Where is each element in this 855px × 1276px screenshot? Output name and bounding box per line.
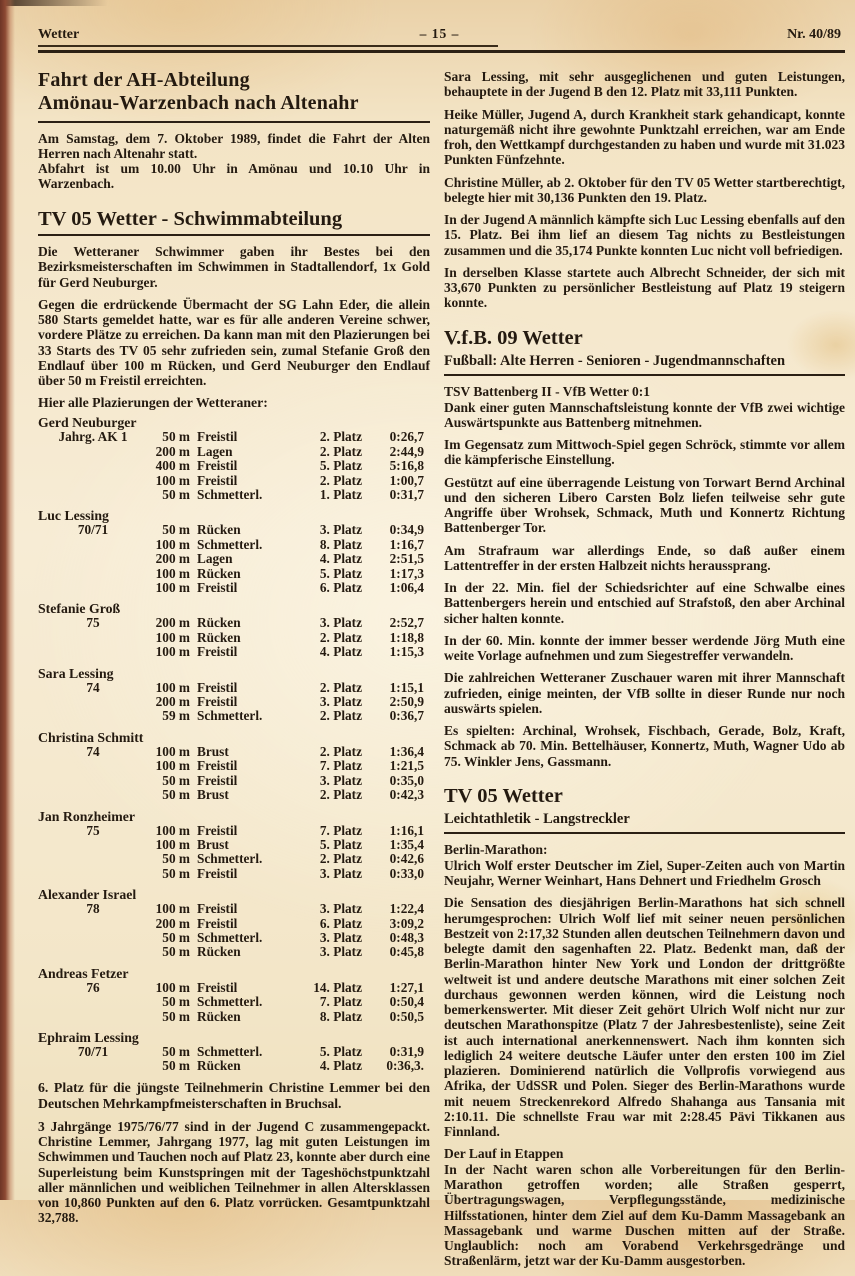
swimmer-name: Stefanie Groß <box>38 601 121 617</box>
time-cell: 1:15,1 <box>389 679 424 695</box>
time-cell: 0:36,7 <box>389 708 424 724</box>
distance-cell: 200 m <box>155 915 190 931</box>
distance-cell: 100 m <box>155 901 190 917</box>
class-cell <box>38 838 148 852</box>
distance-cell: 100 m <box>155 580 190 596</box>
stroke-cell: Freistil <box>197 580 238 596</box>
class-cell <box>38 867 148 881</box>
time-cell: 0:26,7 <box>389 429 424 445</box>
time-cell: 1:17,3 <box>389 565 424 581</box>
vfb-paragraph: Es spielten: Archinal, Wrohsek, Fischbach, Gerade, Bolz, Kraft, Schmack ab 70. Min. Bettelhäuser, Konnertz, Muth, Wagner Udo ab 75. Winkler Jens, Gassmann. <box>444 723 845 769</box>
class-cell <box>38 581 148 595</box>
swim-result-row <box>38 788 424 802</box>
distance-cell: 100 m <box>155 629 190 645</box>
class-cell <box>38 631 148 645</box>
swim-article-body <box>38 244 430 388</box>
swimmer-block <box>38 809 424 882</box>
distance-cell: 200 m <box>155 551 190 567</box>
class-cell: 70/71 <box>77 1043 109 1059</box>
time-cell: 1:06,4 <box>389 580 424 596</box>
distance-cell: 100 m <box>155 565 190 581</box>
distance-cell: 200 m <box>155 443 190 459</box>
swim-result-row <box>38 567 424 581</box>
time-cell: 0:31,7 <box>389 487 424 503</box>
swimmer-block <box>38 508 424 595</box>
multi-event-paragraph: In der Jugend A männlich kämpfte sich Luc Lessing ebenfalls auf den 15. Platz. Bei ihm lief an diesem Tag nichts zu Bestleistungen zusammen und die 35,174 Punkte konnten Luc nicht voll befriedigen. <box>444 212 845 258</box>
class-cell: 75 <box>86 822 100 838</box>
class-cell <box>38 709 148 723</box>
distance-cell: 100 m <box>155 679 190 695</box>
swimmer-block <box>38 601 424 659</box>
class-cell: 70/71 <box>77 522 109 538</box>
place-cell: 2. Platz <box>319 851 362 867</box>
distance-cell: 100 m <box>155 743 190 759</box>
swim-result-row <box>38 902 424 916</box>
swim-paragraph: Gegen die erdrückende Übermacht der SG Lahn Eder, die allein 580 Starts gemeldet hatte, war es für alle anderen Vereine schwer, vordere Plätze zu erreichen. Da kann man mit den Plazierungen bei 33 Starts des TV 05 sehr zufrieden sein, zumal Stefanie Groß den Endlauf über 100 m Rücken, und Gerd Neuburger den Endlauf über 50 m Freistil erreichten. <box>38 296 430 389</box>
time-cell: 3:09,2 <box>389 915 424 931</box>
vfb-subtitle-rule <box>444 374 845 376</box>
swim-result-row <box>38 759 424 773</box>
time-cell: 0:36,3. <box>386 1058 424 1074</box>
left-column <box>38 69 430 1276</box>
place-cell: 2. Platz <box>319 679 362 695</box>
distance-cell: 50 m <box>162 429 190 445</box>
trip-article <box>38 69 430 192</box>
place-cell: 2. Platz <box>319 787 362 803</box>
place-cell: 2. Platz <box>319 443 362 459</box>
time-cell: 0:42,6 <box>389 851 424 867</box>
header-issue-number: Nr. 40/89 <box>787 27 841 42</box>
stroke-cell: Schmetterl. <box>197 1043 263 1059</box>
athletics-subtitle-rule <box>444 832 845 834</box>
class-cell <box>38 474 148 488</box>
time-cell: 0:48,3 <box>389 929 424 945</box>
time-cell: 1:18,8 <box>389 629 424 645</box>
stroke-cell: Freistil <box>197 865 238 881</box>
class-cell: 74 <box>86 743 100 759</box>
stroke-cell: Schmetterl. <box>197 487 263 503</box>
stroke-cell: Freistil <box>197 758 238 774</box>
stroke-cell: Rücken <box>197 1058 241 1074</box>
stage-run-text: In der Nacht waren schon alle Vorbereitungen für den Berlin-Marathon getroffen worden; alle Straßen gesperrt, Übertragungswagen, Verpflegungsstände, medizinische Hilfsstationen, hinter dem Ziel auf dem Ku-Damm Massagebank an Massagebank und warme Duschen mitten auf der Straße. Unglaublich: noch am Vorabend Verkehrsgedränge und Straßenlärm, jetzt war der Ku-Damm ausgestorben. <box>444 1161 845 1269</box>
stroke-cell: Freistil <box>197 644 238 660</box>
time-cell: 1:35,4 <box>389 836 424 852</box>
vfb-article-title: V.f.B. 09 Wetter <box>444 326 583 349</box>
place-cell: 4. Platz <box>319 551 362 567</box>
stroke-cell: Rücken <box>197 522 241 538</box>
time-cell: 0:45,8 <box>389 944 424 960</box>
distance-cell: 50 m <box>162 1058 190 1074</box>
swim-result-row <box>38 709 424 723</box>
class-cell <box>38 445 148 459</box>
stroke-cell: Schmetterl. <box>197 536 263 552</box>
vfb-article-subtitle: Fußball: Alte Herren - Senioren - Jugendmannschaften <box>444 353 786 370</box>
stroke-cell: Brust <box>197 743 229 759</box>
swim-title-rule <box>38 234 430 236</box>
place-cell: 2. Platz <box>319 743 362 759</box>
swim-highlight-note: 6. Platz für die jüngste Teilnehmerin Christine Lemmer bei den Deutschen Mehrkampfmeisterschaften in Bruchsal. <box>38 1079 430 1111</box>
swim-closing-paragraph: 3 Jahrgänge 1975/76/77 sind in der Jugend C zusammengepackt. Christine Lemmer, Jahrgang 1977, lag mit guten Leistungen im Schwimmen und Tauchen noch auf Platz 23, konnte aber durch eine Superleistung beim Kunstspringen mit der Tageshöchstpunktzahl aller männlichen und weiblichen Teilnehmer in allen Altersklassen von 10,860 Punkten auf den 6. Platz vorrücken. Gesamtpunktzahl 32,788. <box>38 1118 430 1226</box>
time-cell: 0:34,9 <box>389 522 424 538</box>
stroke-cell: Freistil <box>197 979 238 995</box>
place-cell: 5. Platz <box>319 458 362 474</box>
place-cell: 7. Platz <box>319 758 362 774</box>
place-cell: 6. Platz <box>319 580 362 596</box>
distance-cell: 100 m <box>155 644 190 660</box>
distance-cell: 50 m <box>162 944 190 960</box>
distance-cell: 200 m <box>155 694 190 710</box>
place-cell: 3. Platz <box>319 901 362 917</box>
time-cell: 2:52,7 <box>389 615 424 631</box>
vfb-paragraph: In der 22. Min. fiel der Schiedsrichter auf eine Schwalbe eines Battenbergers herein und entschied auf Strafstoß, den aber Archinal sicher halten konnte. <box>444 580 845 626</box>
stroke-cell: Brust <box>197 836 229 852</box>
swim-result-row <box>38 474 424 488</box>
stroke-cell: Rücken <box>197 944 241 960</box>
vfb-article-body <box>444 400 845 769</box>
distance-cell: 50 m <box>162 522 190 538</box>
swim-result-row <box>38 523 424 537</box>
place-cell: 5. Platz <box>319 836 362 852</box>
distance-cell: 50 m <box>162 1043 190 1059</box>
swim-result-row <box>38 445 424 459</box>
stroke-cell: Freistil <box>197 679 238 695</box>
swim-result-row <box>38 430 424 444</box>
time-cell: 1:22,4 <box>389 901 424 917</box>
swim-result-row <box>38 931 424 945</box>
time-cell: 0:33,0 <box>389 865 424 881</box>
class-cell <box>38 774 148 788</box>
class-cell <box>38 1059 148 1073</box>
class-cell <box>38 931 148 945</box>
swimmer-block <box>38 966 424 1024</box>
time-cell: 0:50,5 <box>389 1008 424 1024</box>
distance-cell: 59 m <box>162 708 190 724</box>
swimmer-block <box>38 1030 424 1074</box>
time-cell: 1:16,1 <box>389 822 424 838</box>
swimmer-name: Sara Lessing <box>38 665 114 681</box>
time-cell: 1:21,5 <box>389 758 424 774</box>
distance-cell: 50 m <box>162 1008 190 1024</box>
swim-article <box>38 208 430 1226</box>
place-cell: 4. Platz <box>319 1058 362 1074</box>
class-cell: Jahrg. AK 1 <box>58 429 128 445</box>
distance-cell: 50 m <box>162 487 190 503</box>
distance-cell: 50 m <box>162 994 190 1010</box>
swim-result-row <box>38 745 424 759</box>
athletics-lead-line: Berlin-Marathon: <box>444 842 548 858</box>
stage-run-title: Der Lauf in Etappen <box>444 1146 564 1162</box>
multi-event-results <box>444 69 845 311</box>
swim-result-row <box>38 981 424 995</box>
time-cell: 1:15,3 <box>389 644 424 660</box>
header-rule-thin <box>38 45 498 47</box>
swimmer-block <box>38 666 424 724</box>
swim-result-row <box>38 552 424 566</box>
class-cell <box>38 759 148 773</box>
swim-result-row <box>38 616 424 630</box>
class-cell <box>38 852 148 866</box>
distance-cell: 100 m <box>155 758 190 774</box>
place-cell: 3. Platz <box>319 615 362 631</box>
stroke-cell: Lagen <box>197 551 233 567</box>
swim-table-intro: Hier alle Plazierungen der Wetteraner: <box>38 395 268 411</box>
class-cell: 76 <box>86 979 100 995</box>
swim-result-row <box>38 581 424 595</box>
time-cell: 2:50,9 <box>389 694 424 710</box>
place-cell: 6. Platz <box>319 915 362 931</box>
class-cell: 78 <box>86 901 100 917</box>
class-cell <box>38 788 148 802</box>
vfb-match-result: TSV Battenberg II - VfB Wetter 0:1 <box>444 384 650 400</box>
distance-cell: 100 m <box>155 536 190 552</box>
stroke-cell: Schmetterl. <box>197 929 263 945</box>
stroke-cell: Rücken <box>197 615 241 631</box>
swim-result-row <box>38 1045 424 1059</box>
distance-cell: 400 m <box>155 458 190 474</box>
trip-paragraph: Am Samstag, dem 7. Oktober 1989, findet die Fahrt der Alten Herren nach Altenahr statt. <box>38 130 430 161</box>
place-cell: 3. Platz <box>319 772 362 788</box>
place-cell: 3. Platz <box>319 865 362 881</box>
swim-result-row <box>38 488 424 502</box>
swim-result-row <box>38 695 424 709</box>
time-cell: 2:44,9 <box>389 443 424 459</box>
scan-edge-shadow <box>0 0 15 1200</box>
swim-result-row <box>38 995 424 1009</box>
time-cell: 0:50,4 <box>389 994 424 1010</box>
swim-result-row <box>38 459 424 473</box>
time-cell: 0:42,3 <box>389 787 424 803</box>
stroke-cell: Freistil <box>197 429 238 445</box>
time-cell: 1:36,4 <box>389 743 424 759</box>
trip-paragraph: Abfahrt ist um 10.00 Uhr in Amönau und 10.10 Uhr in Warzenbach. <box>38 161 430 192</box>
place-cell: 2. Platz <box>319 629 362 645</box>
class-cell: 74 <box>86 679 100 695</box>
swim-result-row <box>38 681 424 695</box>
time-cell: 1:16,7 <box>389 536 424 552</box>
stroke-cell: Brust <box>197 787 229 803</box>
swim-result-row <box>38 852 424 866</box>
athletics-article-subtitle: Leichtathletik - Langstreckler <box>444 811 630 828</box>
vfb-article <box>444 327 845 769</box>
class-cell <box>38 995 148 1009</box>
time-cell: 1:27,1 <box>389 979 424 995</box>
swim-result-row <box>38 824 424 838</box>
place-cell: 2. Platz <box>319 429 362 445</box>
swim-result-row <box>38 1059 424 1073</box>
distance-cell: 50 m <box>162 865 190 881</box>
trip-article-title <box>38 69 430 115</box>
swim-result-row <box>38 838 424 852</box>
swimmer-name: Andreas Fetzer <box>38 965 129 981</box>
distance-cell: 50 m <box>162 851 190 867</box>
stroke-cell: Schmetterl. <box>197 994 263 1010</box>
page-header <box>38 26 845 43</box>
multi-event-paragraph: Christine Müller, ab 2. Oktober für den TV 05 Wetter startberechtigt, belegte hier mit 30,136 Punkten den 19. Platz. <box>444 174 845 205</box>
distance-cell: 100 m <box>155 822 190 838</box>
swim-results-table <box>38 415 430 1073</box>
class-cell <box>38 552 148 566</box>
athletics-article-body <box>444 895 845 1139</box>
swimmer-block <box>38 415 424 502</box>
place-cell: 8. Platz <box>319 536 362 552</box>
swimmer-name: Gerd Neuburger <box>38 415 137 431</box>
swimmer-name: Ephraim Lessing <box>38 1029 139 1045</box>
class-cell <box>38 1010 148 1024</box>
stroke-cell: Rücken <box>197 629 241 645</box>
time-cell: 0:31,9 <box>389 1043 424 1059</box>
header-section-title: Wetter <box>38 27 80 42</box>
vfb-paragraph: Die zahlreichen Wetteraner Zuschauer waren mit ihrer Mannschaft zufrieden, einige meinten, der VfB sollte in dieser Runde nur noch auswärts spielen. <box>444 670 845 716</box>
multi-event-paragraph: In derselben Klasse startete auch Albrecht Schneider, der sich mit 33,670 Punkten zu persönlicher Bestleistung auf Platz 19 steigern konnte. <box>444 264 845 311</box>
place-cell: 8. Platz <box>319 1008 362 1024</box>
time-cell: 5:16,8 <box>389 458 424 474</box>
place-cell: 3. Platz <box>319 944 362 960</box>
trip-article-body <box>38 131 430 192</box>
trip-title-line1: Fahrt der AH-Abteilung <box>38 69 250 91</box>
athletics-article <box>444 785 845 1269</box>
place-cell: 4. Platz <box>319 644 362 660</box>
trip-title-line2: Amönau-Warzenbach nach Altenahr <box>38 91 359 114</box>
place-cell: 7. Platz <box>319 994 362 1010</box>
time-cell: 0:35,0 <box>389 772 424 788</box>
stroke-cell: Freistil <box>197 915 238 931</box>
athletics-article-title: TV 05 Wetter <box>444 784 563 807</box>
vfb-paragraph: Gestützt auf eine überragende Leistung von Torwart Bernd Archinal und den sicheren Libero Carsten Bolz liefen teilweise sehr gute Angriffe über Wrohsek, Schmack, Muth und Konnertz Richtung Battenberger Tor. <box>444 474 845 536</box>
place-cell: 5. Platz <box>319 1043 362 1059</box>
swim-result-row <box>38 631 424 645</box>
stroke-cell: Lagen <box>197 443 233 459</box>
distance-cell: 50 m <box>162 772 190 788</box>
place-cell: 1. Platz <box>319 487 362 503</box>
distance-cell: 100 m <box>155 472 190 488</box>
athletics-paragraph: Die Sensation des diesjährigen Berlin-Marathons hat sich schnell herumgesprochen: Ulrich Wolf lief mit seiner neuen persönlichen Bestzeit von 2:17,32 Stunden allen deutschen Teilnehmern davon und belegte damit den sagenhaften 22. Platz. Bedenkt man, daß der Berlin-Marathon hinter New York und London der drittgrößte weltweit ist und andere deutsche Marathons mit einer solchen Zeit durchaus gewonnen werden können, wird die Leistung noch bemerkenswerter. Mit dieser Zeit gehört Ulrich Wolf nicht nur zur deutschen Marathonspitze (Platz 7 der Jahresbestenliste), seine Zeit ist auch international anerkennenswert. Nach ihm konnten sich lediglich 24 weitere deutsche Läufer unter den ersten 100 im Ziel plazieren. Dominierend natürlich die Vollprofis vorwiegend aus Afrika, der UdSSR und Polen. Sieger des Berlin-Marathons wurde mit neuem Streckenrekord Alfredo Shahanga aus Tansania mit 2:10.11. Die schnellste Frau war mit 2:28.45 Pävi Tikkanen aus Finnland. <box>444 895 845 1140</box>
class-cell <box>38 459 148 473</box>
swimmer-name: Alexander Israel <box>38 887 137 903</box>
place-cell: 3. Platz <box>319 694 362 710</box>
swim-result-row <box>38 645 424 659</box>
distance-cell: 50 m <box>162 929 190 945</box>
multi-event-paragraph: Sara Lessing, mit sehr ausgeglichenen und guten Leistungen, behauptete in der Jugend B den 12. Platz mit 33,111 Punkten. <box>444 69 845 100</box>
place-cell: 14. Platz <box>313 979 362 995</box>
place-cell: 3. Platz <box>319 522 362 538</box>
multi-event-paragraph: Heike Müller, Jugend A, durch Krankheit stark gehandicapt, konnte naturgemäß nicht ihre gewohnte Punktzahl erreichen, war am Ende froh, den Wettkampf durchgestanden zu haben und wurde mit 31.023 Punkten Fünfzehnte. <box>444 106 845 168</box>
distance-cell: 100 m <box>155 979 190 995</box>
stroke-cell: Freistil <box>197 772 238 788</box>
swim-paragraph: Die Wetteraner Schwimmer gaben ihr Bestes bei den Bezirksmeisterschaften im Schwimmen in Stadtallendorf, 1x Gold für Gerd Neuburger. <box>38 244 430 290</box>
right-column <box>444 69 845 1276</box>
swim-article-title: TV 05 Wetter - Schwimmabteilung <box>38 207 343 230</box>
swim-result-row <box>38 1010 424 1024</box>
swim-result-row <box>38 774 424 788</box>
vfb-paragraph: Im Gegensatz zum Mittwoch-Spiel gegen Schröck, stimmte vor allem die kämpferische Einstellung. <box>444 437 845 468</box>
time-cell: 2:51,5 <box>389 551 424 567</box>
stroke-cell: Freistil <box>197 901 238 917</box>
swimmer-name: Jan Ronzheimer <box>38 808 135 824</box>
two-column-layout <box>38 53 845 1276</box>
swim-result-row <box>38 538 424 552</box>
distance-cell: 100 m <box>155 836 190 852</box>
swim-result-row <box>38 945 424 959</box>
vfb-paragraph: Am Strafraum war allerdings Ende, so daß außer einem Lattentreffer in der ersten Halbzeit nichts heraussprang. <box>444 542 845 573</box>
stroke-cell: Rücken <box>197 565 241 581</box>
swimmer-name: Luc Lessing <box>38 508 109 524</box>
stroke-cell: Schmetterl. <box>197 708 263 724</box>
place-cell: 3. Platz <box>319 929 362 945</box>
stroke-cell: Freistil <box>197 694 238 710</box>
swimmer-block <box>38 730 424 803</box>
time-cell: 1:00,7 <box>389 472 424 488</box>
stroke-cell: Schmetterl. <box>197 851 263 867</box>
class-cell <box>38 645 148 659</box>
distance-cell: 50 m <box>162 787 190 803</box>
swim-result-row <box>38 867 424 881</box>
swim-result-row <box>38 917 424 931</box>
distance-cell: 200 m <box>155 615 190 631</box>
place-cell: 2. Platz <box>319 708 362 724</box>
stroke-cell: Freistil <box>197 472 238 488</box>
athletics-lead-text: Ulrich Wolf erster Deutscher im Ziel, Super-Zeiten auch von Martin Neujahr, Werner Weinhart, Hans Dehnert und Friedhelm Grosch <box>444 857 845 889</box>
class-cell <box>38 945 148 959</box>
trip-title-rule <box>38 121 430 123</box>
header-page-number: – 15 – <box>419 26 460 41</box>
class-cell <box>38 695 148 709</box>
swimmer-block <box>38 887 424 960</box>
stroke-cell: Rücken <box>197 1008 241 1024</box>
vfb-paragraph: Dank einer guten Mannschaftsleistung konnte der VfB zwei wichtige Auswärtspunkte aus Battenberg mitnehmen. <box>444 399 845 430</box>
stroke-cell: Freistil <box>197 458 238 474</box>
vfb-paragraph: In der 60. Min. konnte der immer besser werdende Jörg Muth eine weite Vorlage aufnehmen und zum Siegestreffer verwandeln. <box>444 632 845 664</box>
class-cell <box>38 567 148 581</box>
class-cell: 75 <box>86 615 100 631</box>
place-cell: 5. Platz <box>319 565 362 581</box>
stroke-cell: Freistil <box>197 822 238 838</box>
class-cell <box>38 917 148 931</box>
swimmer-name: Christina Schmitt <box>38 729 144 745</box>
class-cell <box>38 538 148 552</box>
class-cell <box>38 488 148 502</box>
place-cell: 7. Platz <box>319 822 362 838</box>
place-cell: 2. Platz <box>319 472 362 488</box>
